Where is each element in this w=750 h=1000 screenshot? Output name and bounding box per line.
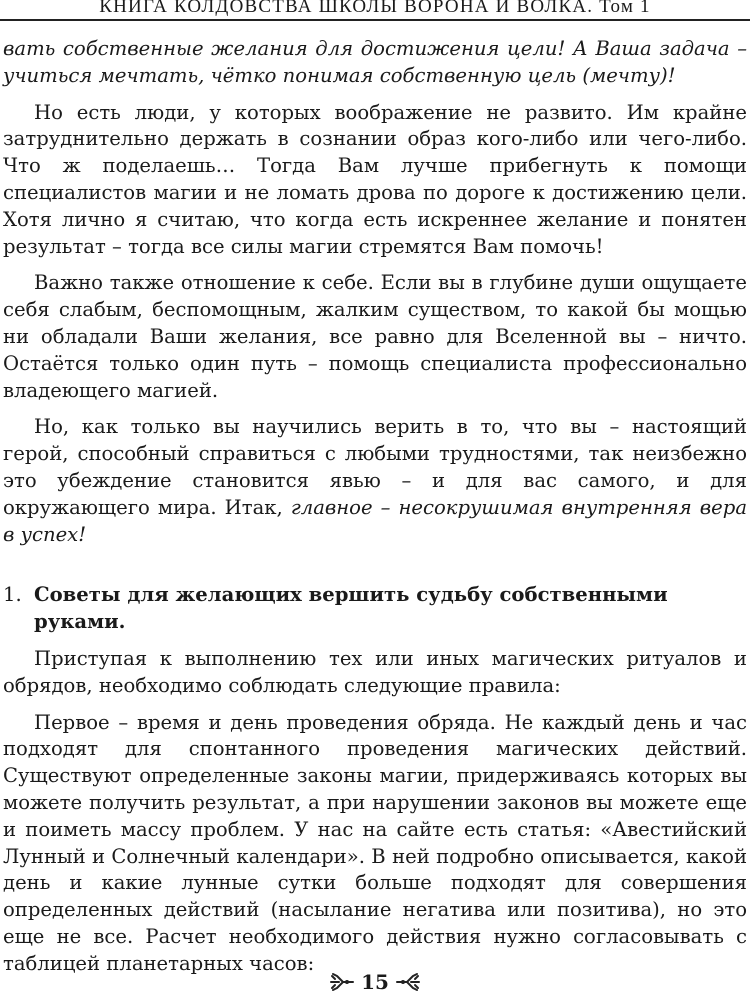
- running-header: [0, 0, 750, 21]
- section-title: Советы для желающих вершить судьбу собственными руками.: [34, 583, 668, 634]
- page-footer: [0, 968, 750, 994]
- page-number: 15: [361, 969, 389, 994]
- paragraph: Приступая к выполнению тех или иных магических ритуалов и обрядов, необходимо соблюдать следующие правила:: [3, 646, 747, 697]
- paragraph: [3, 414, 747, 548]
- paragraph: Важно также отношение к себе. Если вы в глубине души ощущаете себя слабым, беспомощным, жалким существом, то какой бы мощью ни обладали Ваши желания, все равно для Вселенной вы – ничто. Остаётся только один путь – помощь специалиста профессионально владеющего магией.: [3, 271, 747, 402]
- paragraph-continued: вать собственные желания для достижения цели! А Ваша задача – учиться мечтать, чётко понимая собственную цель (мечту)!: [3, 37, 747, 87]
- paragraph: Но есть люди, у которых воображение не развито. Им крайне затруднительно держать в сознании образ кого-либо или чего-либо. Что ж поделаешь… Тогда Вам лучше прибегнуть к помощи специалистов магии и не ломать дрова по дороге к достижению цели. Хотя лично я считаю, что когда есть искреннее желание и понятен результат – тогда все силы магии стремятся Вам помочь!: [3, 100, 747, 258]
- ornament-left-icon: [329, 972, 355, 992]
- book-title: КНИГА КОЛДОВСТВА ШКОЛЫ ВОРОНА И ВОЛКА. Том 1: [99, 0, 651, 17]
- ornament-right-icon: [395, 972, 421, 992]
- emphasis-text: главное – несокрушимая внутренняя вера в успех!: [3, 495, 747, 546]
- section-number: 1.: [3, 583, 22, 607]
- page-body: [3, 36, 747, 978]
- paragraph-text: Но, как только вы научились верить в то, что вы – настоящий герой, способный справиться с любыми трудностями, так неизбежно это убеждение становится явью – и для вас самого, и для окружающего мира. Итак,: [3, 415, 747, 519]
- paragraph: Первое – время и день проведения обряда. Не каждый день и час подходят для спонтанного проведения магических действий. Существуют определенные законы магии, придерживаясь которых вы можете получить результат, а при нарушении законов вы можете еще и поиметь массу проблем. У нас на сайте есть статья: «Авестийский Лунный и Солнечный календари». В ней подробно описывается, какой день и какие лунные сутки больше подходят для совершения определенных действий (насылание негатива или позитива), но это еще не все. Расчет необходимого действия нужно согласовывать с таблицей планетарных часов:: [3, 710, 747, 975]
- section-heading: [3, 582, 747, 636]
